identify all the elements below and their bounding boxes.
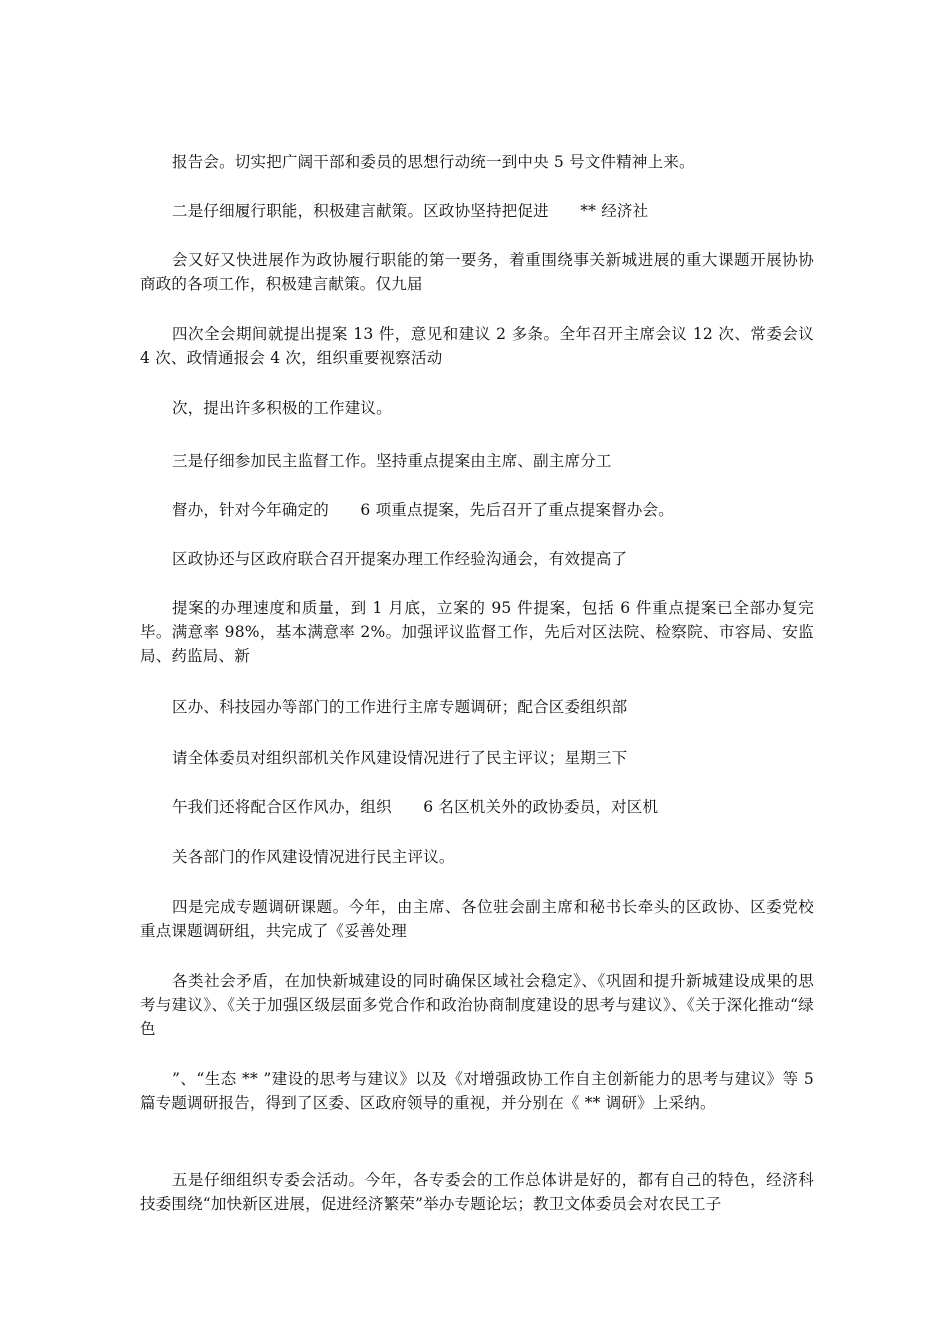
paragraph: 三是仔细参加民主监督工作。坚持重点提案由主席、副主席分工 <box>172 452 612 470</box>
paragraph: 关各部门的作风建设情况进行民主评议。 <box>172 848 455 866</box>
paragraph: 四是完成专题调研课题。今年，由主席、各位驻会副主席和秘书长牵头的区政协、区委党校重点课题调研组，共完成了《妥善处理 <box>140 898 814 940</box>
paragraph: 会又好又快进展作为政协履行职能的第一要务，着重围绕事关新城进展的重大课题开展协协商政的各项工作，积极建言献策。仅九届 <box>140 251 814 293</box>
paragraph: 提案的办理速度和质量，到 1 月底，立案的 95 件提案，包括 6 件重点提案已全部办复完毕。满意率 98%，基本满意率 2%。加强评议监督工作，先后对区法院、检察院、市容局、安监局、药监局、新 <box>140 599 814 665</box>
paragraph: 次，提出许多积极的工作建议。 <box>172 399 392 417</box>
paragraph: 五是仔细组织专委会活动。今年，各专委会的工作总体讲是好的，都有自己的特色，经济科技委围绕“加快新区进展，促进经济繁荣”举办专题论坛；教卫文体委员会对农民工子 <box>140 1171 814 1213</box>
paragraph: 区办、科技园办等部门的工作进行主席专题调研；配合区委组织部 <box>172 698 628 716</box>
paragraph: 二是仔细履行职能，积极建言献策。区政协坚持把促进 ** 经济社 <box>172 202 649 220</box>
paragraph: 报告会。切实把广阔干部和委员的思想行动统一到中央 5 号文件精神上来。 <box>172 153 695 171</box>
paragraph: ”、“生态 ** ”建设的思考与建议》以及《对增强政协工作自主创新能力的思考与建议》等 5 篇专题调研报告，得到了区委、区政府领导的重视，并分别在《 ** 调研》上采纳。 <box>140 1070 814 1112</box>
paragraph: 区政协还与区政府联合召开提案办理工作经验沟通会，有效提高了 <box>172 550 628 568</box>
paragraph: 请全体委员对组织部机关作风建设情况进行了民主评议；星期三下 <box>172 749 628 767</box>
paragraph: 督办，针对今年确定的 6 项重点提案，先后召开了重点提案督办会。 <box>172 501 674 519</box>
paragraph: 午我们还将配合区作风办，组织 6 名区机关外的政协委员，对区机 <box>172 798 659 816</box>
paragraph: 各类社会矛盾，在加快新城建设的同时确保区域社会稳定》、《巩固和提升新城建设成果的思考与建议》、《关于加强区级层面多党合作和政治协商制度建设的思考与建议》、《关于深化推动“绿色 <box>140 972 814 1038</box>
paragraph: 四次全会期间就提出提案 13 件，意见和建议 2 多条。全年召开主席会议 12 次、常委会议 4 次、政情通报会 4 次，组织重要视察活动 <box>140 325 814 367</box>
